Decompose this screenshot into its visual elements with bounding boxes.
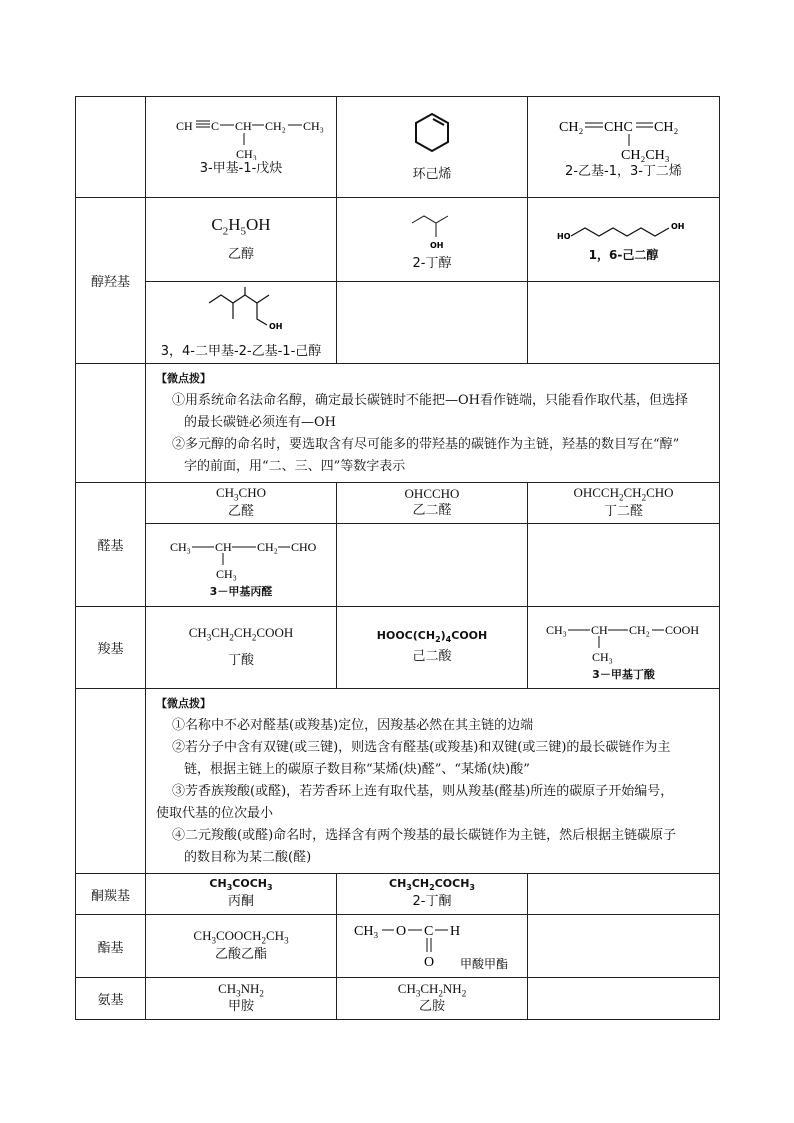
compound-formula: $CH_3CH_2COCH_3$ <box>389 877 475 893</box>
svg-text:CH₃: CH₃ <box>303 119 324 133</box>
svg-text:O: O <box>396 924 407 939</box>
structure-2-ethyl-1-3-butadiene <box>549 113 699 163</box>
example-cell <box>528 198 720 282</box>
tip-line: 的最长碳链必须连有—OH <box>184 415 336 430</box>
table-row <box>76 364 720 483</box>
empty-cell <box>528 978 720 1020</box>
svg-text:CH: CH <box>176 119 193 133</box>
compound-name: 3－甲基丙醛 <box>209 585 273 598</box>
tip-line: 使取代基的位次最小 <box>156 806 274 821</box>
example-cell <box>528 483 720 524</box>
structure-3-methylpropanal <box>156 531 326 583</box>
svg-text:CH₂: CH₂ <box>628 622 650 637</box>
example-cell <box>337 607 528 689</box>
svg-text:CH₃: CH₃ <box>545 622 567 637</box>
svg-text:CH₂: CH₂ <box>558 120 583 135</box>
tip-line: ③芳香族羧酸(或醛)，若芳香环上连有取代基，则从羧基(醛基)所连的碳原子开始编号， <box>172 784 674 799</box>
example-cell <box>146 915 337 978</box>
table-row <box>76 282 720 364</box>
example-cell <box>146 978 337 1020</box>
svg-text:CHC: CHC <box>603 120 633 135</box>
empty-cell <box>337 524 528 607</box>
compound-name: 乙醛 <box>227 503 254 519</box>
compound-formula: $C_2H_5OH$ <box>211 215 271 238</box>
compound-name: 己二酸 <box>412 649 452 665</box>
table-row <box>76 978 720 1020</box>
compound-formula: $CH_3CHO$ <box>215 485 266 503</box>
compound-name: 甲酸甲酯 <box>460 957 509 971</box>
svg-text:H: H <box>450 924 461 939</box>
oh-label: OH <box>269 321 283 331</box>
example-cell <box>337 483 528 524</box>
structure-2-butanol <box>402 207 462 255</box>
empty-cell <box>337 282 528 364</box>
svg-text:CH: CH <box>215 540 232 554</box>
compound-name: 3，4-二甲基-2-乙基-1-己醇 <box>160 343 322 359</box>
svg-text:CH₂: CH₂ <box>257 540 278 554</box>
tip-line: ②若分子中含有双键(或三键)，则选含有醛基(或羧基)和双键(或三键)的最长碳链作为主 <box>172 740 671 755</box>
compound-name: 乙酸乙酯 <box>214 946 267 962</box>
tip-box-alcohol <box>146 364 720 483</box>
oh-label: OH <box>430 240 444 250</box>
group-name-ester: 酯基 <box>76 915 146 978</box>
structure-methyl-formate <box>342 918 522 974</box>
group-cell-empty <box>76 364 146 483</box>
table-row <box>76 483 720 524</box>
compound-name: 3-甲基-1-戊炔 <box>199 161 283 176</box>
ho-label: HO <box>556 231 570 241</box>
table-row <box>76 607 720 689</box>
empty-cell <box>528 524 720 607</box>
tip-heading: 【微点拨】 <box>156 697 211 710</box>
compound-name: 丙酮 <box>227 893 254 909</box>
compound-name: 环己烯 <box>412 167 452 182</box>
svg-text:COOH: COOH <box>664 622 699 637</box>
example-cell <box>337 978 528 1020</box>
empty-cell <box>528 282 720 364</box>
table-row <box>76 915 720 978</box>
svg-text:O: O <box>424 955 435 970</box>
svg-text:CHO: CHO <box>291 540 317 554</box>
tip-line: ②多元醇的命名时，要选取含有尽可能多的带羟基的碳链作为主链，羟基的数目写在“醇” <box>172 437 680 452</box>
tip-line: ①用系统命名法命名醇，确定最长碳链时不能把—OH看作链端，只能看作取代基，但选择 <box>172 393 688 408</box>
compound-formula: OHCCHO <box>404 486 460 501</box>
tip-line: 的数目称为某二酸(醛) <box>184 850 312 865</box>
table-row <box>76 97 720 198</box>
cyclohexene-ring-icon <box>402 110 462 160</box>
example-cell <box>528 97 720 198</box>
svg-text:C: C <box>211 119 220 133</box>
example-cell <box>337 915 528 978</box>
functional-group-table <box>75 96 720 1020</box>
compound-formula: $CH_3CH_2CH_2COOH$ <box>188 624 294 643</box>
compound-name: 1，6-己二醇 <box>588 247 659 262</box>
svg-text:CH₃: CH₃ <box>236 147 257 160</box>
compound-name: 3－甲基丁酸 <box>592 667 655 681</box>
table-row <box>76 198 720 282</box>
group-name-amine: 氨基 <box>76 978 146 1020</box>
svg-text:CH₂: CH₂ <box>653 120 678 135</box>
compound-name: 乙二醛 <box>412 503 452 518</box>
svg-text:CH₃: CH₃ <box>170 540 191 554</box>
example-cell <box>337 874 528 915</box>
compound-name: 2-丁醇 <box>412 255 452 271</box>
structure-3-methylbutanoic-acid <box>534 614 714 666</box>
svg-text:CH: CH <box>235 119 252 133</box>
svg-text:CH₃: CH₃ <box>591 649 613 664</box>
empty-cell <box>528 915 720 978</box>
group-name-aldehyde: 醛基 <box>76 483 146 607</box>
group-cell-empty <box>76 97 146 198</box>
structure-1-6-hexanediol <box>549 216 699 246</box>
structure-3-4-dimethyl-2-ethyl-1-hexanol <box>181 285 301 343</box>
compound-name: 2-乙基-1，3-丁二烯 <box>565 164 682 179</box>
table-row <box>76 524 720 607</box>
example-cell <box>337 198 528 282</box>
example-cell <box>146 607 337 689</box>
svg-text:CH₂: CH₂ <box>265 119 286 133</box>
compound-formula: $CH_3NH_2$ <box>218 980 264 999</box>
tip-box-carbonyl <box>146 689 720 874</box>
empty-cell <box>528 874 720 915</box>
tip-line: 字的前面，用“二、三、四”等数字表示 <box>184 459 406 474</box>
tip-line: 链，根据主链上的碳原子数目称“某烯(炔)醛”、“某烯(炔)酸” <box>184 762 530 777</box>
structure-3-methyl-1-pentyne <box>156 116 326 160</box>
compound-formula: $CH_3CH_2NH_2$ <box>397 980 467 999</box>
example-cell <box>146 483 337 524</box>
example-cell <box>146 282 337 364</box>
example-cell <box>337 97 528 198</box>
compound-name: 乙胺 <box>418 999 445 1015</box>
example-cell <box>146 198 337 282</box>
compound-formula: $CH_3COOCH_2CH_3$ <box>193 928 289 946</box>
compound-name: 丁酸 <box>227 653 254 669</box>
example-cell <box>146 524 337 607</box>
tip-heading: 【微点拨】 <box>156 372 211 385</box>
svg-text:CH₃: CH₃ <box>216 567 237 581</box>
compound-name: 甲胺 <box>227 999 254 1015</box>
example-cell <box>528 607 720 689</box>
group-name-carboxyl: 羧基 <box>76 607 146 689</box>
table-row <box>76 874 720 915</box>
compound-name: 乙醇 <box>227 246 254 262</box>
oh-label: OH <box>670 221 684 231</box>
table-row <box>76 689 720 874</box>
example-cell <box>146 97 337 198</box>
tip-line: ④二元羧酸(或醛)命名时，选择含有两个羧基的最长碳链作为主链，然后根据主链碳原子 <box>172 828 677 843</box>
compound-formula: $HOOC(CH_2)_4COOH$ <box>376 628 488 645</box>
tip-line: ①名称中不必对醛基(或羧基)定位，因羧基必然在其主链的边端 <box>172 718 534 733</box>
compound-name: 2-丁酮 <box>412 893 452 909</box>
group-name-alcohol: 醇羟基 <box>76 198 146 364</box>
compound-formula: $OHCCH_2CH_2CHO$ <box>573 485 674 503</box>
compound-formula: $CH_3COCH_3$ <box>209 877 273 893</box>
example-cell <box>146 874 337 915</box>
svg-text:CH: CH <box>590 622 608 637</box>
group-name-ketone: 酮羰基 <box>76 874 146 915</box>
svg-text:CH₃: CH₃ <box>354 924 379 939</box>
compound-name: 丁二醛 <box>603 503 643 519</box>
group-cell-empty <box>76 689 146 874</box>
svg-text:CH₂CH₃: CH₂CH₃ <box>620 148 670 163</box>
svg-text:C: C <box>424 924 434 939</box>
